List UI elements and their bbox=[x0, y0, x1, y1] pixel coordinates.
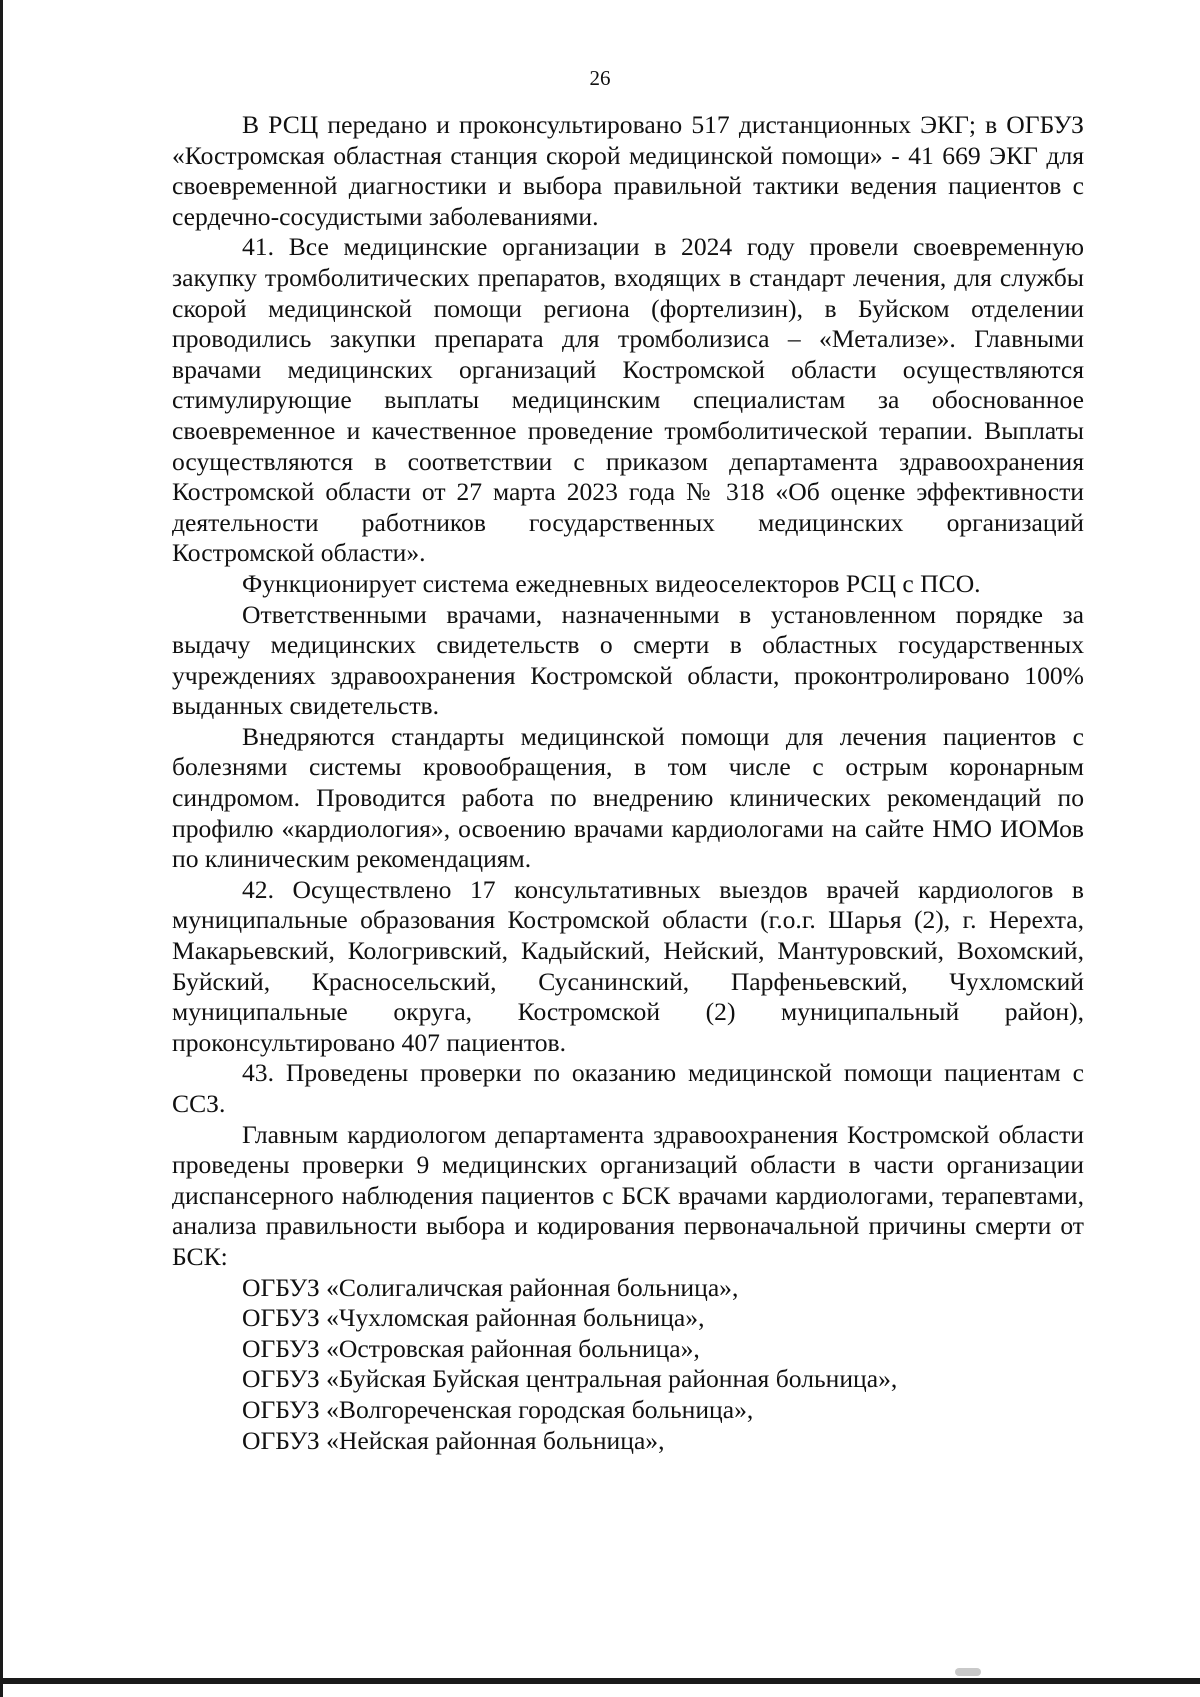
page-number: 26 bbox=[589, 66, 611, 90]
paragraph-standards: Внедряются стандарты медицинской помощи для лечения пациентов с болезнями системы кровообращения, в том числе с острым коронарным синдромом. Проводится работа по внедрению клинических рекомендаций по профилю «кардиология», освоению врачами кардиологами на сайте НМО ИОМов по клиническим рекомендациям. bbox=[172, 721, 1084, 874]
paragraph-ecg: В РСЦ передано и проконсультировано 517 дистанционных ЭКГ; в ОГБУЗ «Костромская областная станция скорой медицинской помощи» - 41 669 ЭКГ для своевременной диагностики и выбора правильной тактики ведения пациентов с сердечно-сосудистыми заболеваниями. bbox=[172, 110, 1084, 231]
paragraph-41-thrombolysis: 41. Все медицинские организации в 2024 году провели своевременную закупку тромболитических препаратов, входящих в стандарт лечения, для службы скорой медицинской помощи региона (фортелизин), в Буйском отделении проводились закупки препарата для тромболизиса – «Метализе». Главными врачами медицинских организаций Костромской области осуществляются стимулирующие выплаты медицинским специалистам за обоснованное своевременное и качественное проведение тромболитической терапии. Выплаты осуществляются в соответствии с приказом департамента здравоохранения Костромской области от 27 марта 2023 года № 318 «Об оценке эффективности деятельности работников государственных медицинских организаций Костромской области». bbox=[172, 232, 1084, 568]
paragraph-videoselectors: Функционирует система ежедневных видеоселекторов РСЦ с ПСО. bbox=[242, 568, 981, 598]
paragraph-chief-cardiologist: Главным кардиологом департамента здравоохранения Костромской области проведены проверки 9 медицинских организаций области в части организации диспансерного наблюдения пациентов с БСК врачами кардиологами, терапевтами, анализа правильности выбора и кодирования первоначальной причины смерти от БСК: bbox=[172, 1119, 1084, 1271]
list-item: ОГБУЗ «Чухломская районная больница», bbox=[242, 1303, 705, 1333]
scan-left-edge bbox=[0, 0, 3, 1697]
paragraph-42-field-visits: 42. Осуществлено 17 консультативных выездов врачей кардиологов в муниципальные образования Костромской области (г.о.г. Шарья (2), г. Нерехта, Макарьевский, Кологривский, Кадыйский, Нейский, Мантуровский, Вохомский, Буйский, Красносельский, Сусанинский, Парфеньевский, Чухломский муниципальные округа, Костромской (2) муниципальный район), проконсультировано 407 пациентов. bbox=[172, 874, 1084, 1057]
list-item: ОГБУЗ «Островская районная больница», bbox=[242, 1333, 700, 1363]
list-item: ОГБУЗ «Солигаличская районная больница», bbox=[242, 1272, 739, 1302]
list-item: ОГБУЗ «Буйская Буйская центральная районная больница», bbox=[242, 1364, 898, 1394]
list-item: ОГБУЗ «Волгореченская городская больница», bbox=[242, 1394, 754, 1424]
document-body bbox=[172, 110, 1084, 1456]
paragraph-43-inspections: 43. Проведены проверки по оказанию медицинской помощи пациентам с ССЗ. bbox=[172, 1058, 1084, 1118]
paragraph-death-certificates: Ответственными врачами, назначенными в установленном порядке за выдачу медицинских свидетельств о смерти в областных государственных учреждениях здравоохранения Костромской области, проконтролировано 100% выданных свидетельств. bbox=[172, 599, 1084, 721]
scan-artifact-mark bbox=[955, 1668, 981, 1676]
scan-bottom-edge bbox=[0, 1678, 1200, 1684]
list-item: ОГБУЗ «Нейская районная больница», bbox=[242, 1425, 665, 1455]
